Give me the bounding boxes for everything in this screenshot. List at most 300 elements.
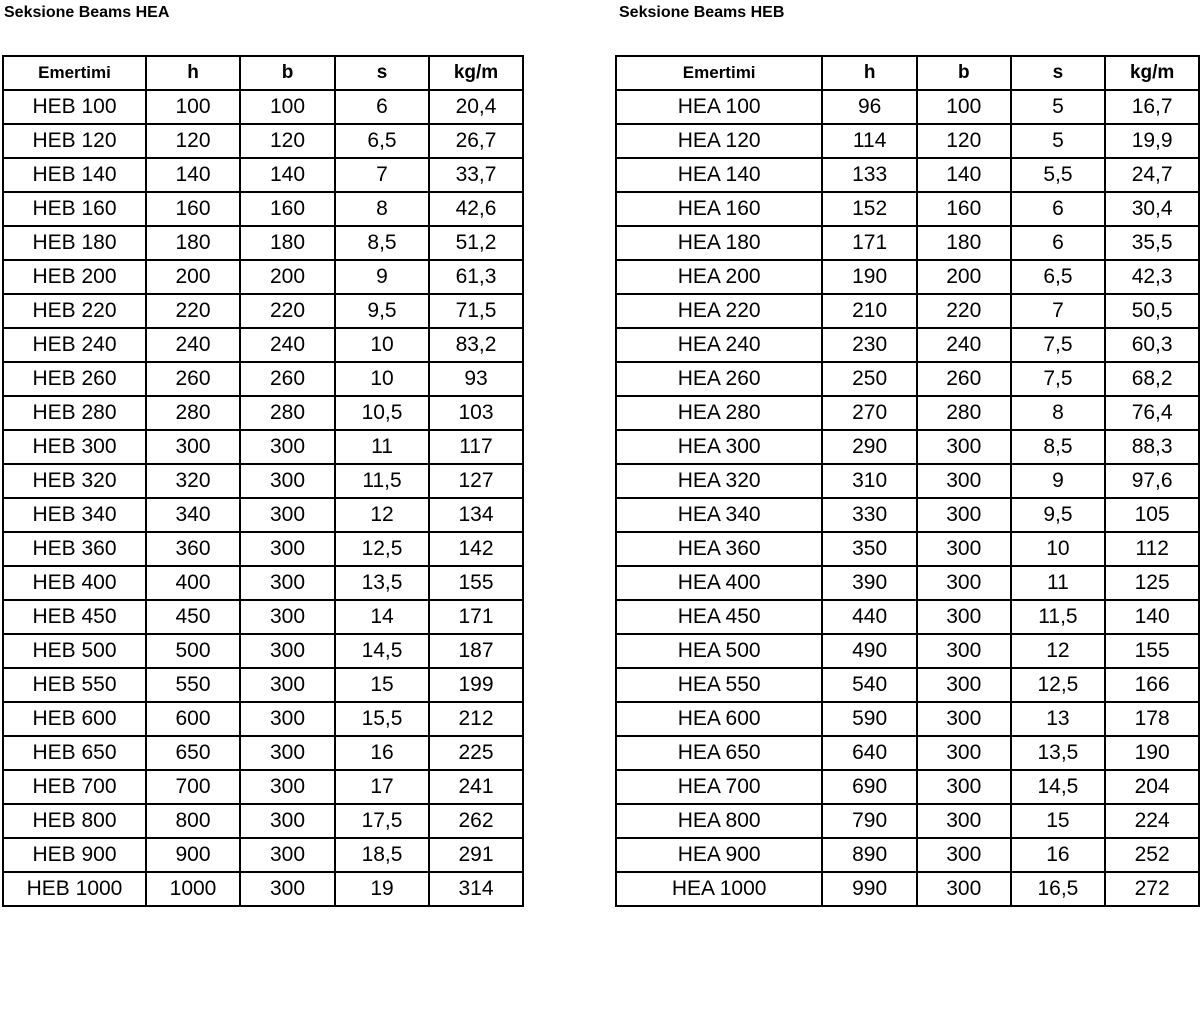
cell-b: 300 bbox=[917, 702, 1011, 736]
cell-s: 13,5 bbox=[1011, 736, 1106, 770]
cell-s: 9 bbox=[1011, 464, 1106, 498]
cell-emertimi: HEA 280 bbox=[616, 396, 822, 430]
table-row bbox=[3, 294, 523, 328]
cell-s: 13,5 bbox=[335, 566, 429, 600]
cell-b: 240 bbox=[917, 328, 1011, 362]
table-row bbox=[616, 668, 1199, 702]
cell-b: 280 bbox=[917, 396, 1011, 430]
cell-b: 160 bbox=[240, 192, 335, 226]
cell-kg-m: 155 bbox=[1105, 634, 1199, 668]
table-row bbox=[616, 192, 1199, 226]
cell-s: 7,5 bbox=[1011, 328, 1106, 362]
table-row bbox=[3, 668, 523, 702]
cell-emertimi: HEB 120 bbox=[3, 124, 146, 158]
cell-emertimi: HEB 340 bbox=[3, 498, 146, 532]
cell-b: 300 bbox=[917, 498, 1011, 532]
cell-b: 300 bbox=[917, 872, 1011, 906]
cell-b: 300 bbox=[240, 498, 335, 532]
cell-kg-m: 26,7 bbox=[429, 124, 523, 158]
table-row bbox=[616, 90, 1199, 124]
cell-emertimi: HEA 550 bbox=[616, 668, 822, 702]
cell-s: 6 bbox=[1011, 226, 1106, 260]
cell-b: 300 bbox=[240, 702, 335, 736]
cell-kg-m: 125 bbox=[1105, 566, 1199, 600]
cell-s: 5 bbox=[1011, 90, 1106, 124]
table-row bbox=[3, 634, 523, 668]
cell-b: 180 bbox=[917, 226, 1011, 260]
cell-h: 690 bbox=[822, 770, 917, 804]
cell-h: 440 bbox=[822, 600, 917, 634]
cell-h: 133 bbox=[822, 158, 917, 192]
cell-b: 240 bbox=[240, 328, 335, 362]
cell-emertimi: HEB 280 bbox=[3, 396, 146, 430]
cell-emertimi: HEB 160 bbox=[3, 192, 146, 226]
cell-emertimi: HEA 360 bbox=[616, 532, 822, 566]
cell-h: 260 bbox=[146, 362, 240, 396]
cell-h: 100 bbox=[146, 90, 240, 124]
cell-h: 240 bbox=[146, 328, 240, 362]
cell-b: 300 bbox=[917, 770, 1011, 804]
table-row bbox=[3, 90, 523, 124]
cell-b: 300 bbox=[917, 736, 1011, 770]
cell-s: 5,5 bbox=[1011, 158, 1106, 192]
table-row bbox=[3, 838, 523, 872]
table-row bbox=[616, 872, 1199, 906]
cell-kg-m: 61,3 bbox=[429, 260, 523, 294]
cell-b: 300 bbox=[917, 430, 1011, 464]
cell-b: 300 bbox=[917, 634, 1011, 668]
cell-s: 12 bbox=[335, 498, 429, 532]
table-row bbox=[616, 260, 1199, 294]
cell-kg-m: 24,7 bbox=[1105, 158, 1199, 192]
cell-h: 190 bbox=[822, 260, 917, 294]
cell-kg-m: 33,7 bbox=[429, 158, 523, 192]
cell-s: 11,5 bbox=[1011, 600, 1106, 634]
cell-kg-m: 103 bbox=[429, 396, 523, 430]
column-header-h: h bbox=[822, 56, 917, 90]
cell-kg-m: 252 bbox=[1105, 838, 1199, 872]
cell-emertimi: HEA 500 bbox=[616, 634, 822, 668]
cell-s: 11 bbox=[335, 430, 429, 464]
cell-b: 100 bbox=[240, 90, 335, 124]
cell-s: 18,5 bbox=[335, 838, 429, 872]
cell-h: 450 bbox=[146, 600, 240, 634]
cell-kg-m: 30,4 bbox=[1105, 192, 1199, 226]
table-row bbox=[616, 634, 1199, 668]
cell-kg-m: 199 bbox=[429, 668, 523, 702]
column-header-emertimi: Emertimi bbox=[3, 56, 146, 90]
cell-h: 540 bbox=[822, 668, 917, 702]
table-header-row bbox=[616, 56, 1199, 90]
table-row bbox=[3, 396, 523, 430]
cell-h: 400 bbox=[146, 566, 240, 600]
cell-b: 300 bbox=[240, 668, 335, 702]
cell-emertimi: HEB 1000 bbox=[3, 872, 146, 906]
cell-h: 320 bbox=[146, 464, 240, 498]
cell-kg-m: 60,3 bbox=[1105, 328, 1199, 362]
table-row bbox=[3, 430, 523, 464]
cell-emertimi: HEB 450 bbox=[3, 600, 146, 634]
cell-h: 152 bbox=[822, 192, 917, 226]
cell-kg-m: 93 bbox=[429, 362, 523, 396]
cell-s: 17,5 bbox=[335, 804, 429, 838]
cell-h: 590 bbox=[822, 702, 917, 736]
cell-kg-m: 187 bbox=[429, 634, 523, 668]
cell-s: 9,5 bbox=[1011, 498, 1106, 532]
cell-s: 15 bbox=[1011, 804, 1106, 838]
cell-s: 19 bbox=[335, 872, 429, 906]
cell-s: 10,5 bbox=[335, 396, 429, 430]
cell-s: 7 bbox=[1011, 294, 1106, 328]
table-row bbox=[3, 702, 523, 736]
cell-kg-m: 224 bbox=[1105, 804, 1199, 838]
cell-h: 140 bbox=[146, 158, 240, 192]
cell-h: 300 bbox=[146, 430, 240, 464]
cell-emertimi: HEB 550 bbox=[3, 668, 146, 702]
column-header-s: s bbox=[335, 56, 429, 90]
table-row bbox=[3, 192, 523, 226]
cell-s: 6,5 bbox=[1011, 260, 1106, 294]
cell-h: 900 bbox=[146, 838, 240, 872]
cell-h: 220 bbox=[146, 294, 240, 328]
cell-s: 6,5 bbox=[335, 124, 429, 158]
cell-emertimi: HEB 240 bbox=[3, 328, 146, 362]
cell-kg-m: 42,3 bbox=[1105, 260, 1199, 294]
cell-s: 9,5 bbox=[335, 294, 429, 328]
cell-h: 890 bbox=[822, 838, 917, 872]
cell-emertimi: HEB 300 bbox=[3, 430, 146, 464]
table-row bbox=[3, 260, 523, 294]
cell-h: 114 bbox=[822, 124, 917, 158]
cell-b: 140 bbox=[917, 158, 1011, 192]
cell-s: 15 bbox=[335, 668, 429, 702]
cell-b: 300 bbox=[917, 600, 1011, 634]
cell-h: 390 bbox=[822, 566, 917, 600]
cell-b: 300 bbox=[240, 566, 335, 600]
cell-emertimi: HEB 800 bbox=[3, 804, 146, 838]
cell-s: 14,5 bbox=[1011, 770, 1106, 804]
cell-h: 290 bbox=[822, 430, 917, 464]
cell-s: 8 bbox=[1011, 396, 1106, 430]
cell-emertimi: HEB 220 bbox=[3, 294, 146, 328]
cell-b: 300 bbox=[240, 464, 335, 498]
cell-s: 16 bbox=[335, 736, 429, 770]
cell-emertimi: HEB 500 bbox=[3, 634, 146, 668]
table-row bbox=[616, 124, 1199, 158]
cell-emertimi: HEA 400 bbox=[616, 566, 822, 600]
table-row bbox=[3, 498, 523, 532]
cell-emertimi: HEB 400 bbox=[3, 566, 146, 600]
cell-b: 300 bbox=[917, 668, 1011, 702]
cell-h: 990 bbox=[822, 872, 917, 906]
cell-kg-m: 241 bbox=[429, 770, 523, 804]
column-header-kg-m: kg/m bbox=[1105, 56, 1199, 90]
cell-s: 9 bbox=[335, 260, 429, 294]
cell-s: 10 bbox=[1011, 532, 1106, 566]
cell-emertimi: HEA 260 bbox=[616, 362, 822, 396]
cell-b: 120 bbox=[917, 124, 1011, 158]
cell-emertimi: HEA 200 bbox=[616, 260, 822, 294]
section-title-left: Seksione Beams HEA bbox=[4, 4, 170, 21]
cell-h: 640 bbox=[822, 736, 917, 770]
table-row bbox=[3, 872, 523, 906]
cell-emertimi: HEA 700 bbox=[616, 770, 822, 804]
cell-kg-m: 140 bbox=[1105, 600, 1199, 634]
cell-emertimi: HEB 260 bbox=[3, 362, 146, 396]
cell-h: 120 bbox=[146, 124, 240, 158]
cell-b: 140 bbox=[240, 158, 335, 192]
cell-b: 260 bbox=[240, 362, 335, 396]
cell-kg-m: 20,4 bbox=[429, 90, 523, 124]
cell-b: 160 bbox=[917, 192, 1011, 226]
table-row bbox=[616, 362, 1199, 396]
cell-h: 500 bbox=[146, 634, 240, 668]
cell-emertimi: HEA 100 bbox=[616, 90, 822, 124]
cell-kg-m: 50,5 bbox=[1105, 294, 1199, 328]
cell-kg-m: 117 bbox=[429, 430, 523, 464]
cell-kg-m: 88,3 bbox=[1105, 430, 1199, 464]
cell-b: 300 bbox=[917, 464, 1011, 498]
cell-emertimi: HEA 650 bbox=[616, 736, 822, 770]
cell-s: 12,5 bbox=[1011, 668, 1106, 702]
cell-h: 350 bbox=[822, 532, 917, 566]
cell-h: 250 bbox=[822, 362, 917, 396]
cell-s: 12,5 bbox=[335, 532, 429, 566]
cell-b: 280 bbox=[240, 396, 335, 430]
cell-emertimi: HEB 360 bbox=[3, 532, 146, 566]
cell-s: 5 bbox=[1011, 124, 1106, 158]
cell-kg-m: 97,6 bbox=[1105, 464, 1199, 498]
cell-emertimi: HEA 450 bbox=[616, 600, 822, 634]
table-row bbox=[616, 838, 1199, 872]
table-row bbox=[3, 158, 523, 192]
column-header-emertimi: Emertimi bbox=[616, 56, 822, 90]
cell-s: 15,5 bbox=[335, 702, 429, 736]
cell-s: 8,5 bbox=[335, 226, 429, 260]
cell-emertimi: HEB 180 bbox=[3, 226, 146, 260]
cell-b: 220 bbox=[917, 294, 1011, 328]
cell-s: 10 bbox=[335, 362, 429, 396]
cell-emertimi: HEA 120 bbox=[616, 124, 822, 158]
cell-emertimi: HEB 650 bbox=[3, 736, 146, 770]
cell-b: 100 bbox=[917, 90, 1011, 124]
cell-emertimi: HEB 900 bbox=[3, 838, 146, 872]
cell-emertimi: HEB 320 bbox=[3, 464, 146, 498]
cell-kg-m: 291 bbox=[429, 838, 523, 872]
cell-emertimi: HEB 200 bbox=[3, 260, 146, 294]
cell-kg-m: 314 bbox=[429, 872, 523, 906]
cell-b: 300 bbox=[240, 804, 335, 838]
table-row bbox=[616, 226, 1199, 260]
cell-kg-m: 127 bbox=[429, 464, 523, 498]
table-row bbox=[616, 600, 1199, 634]
cell-emertimi: HEB 140 bbox=[3, 158, 146, 192]
cell-h: 270 bbox=[822, 396, 917, 430]
table-row bbox=[3, 566, 523, 600]
cell-kg-m: 68,2 bbox=[1105, 362, 1199, 396]
cell-b: 300 bbox=[240, 532, 335, 566]
cell-kg-m: 262 bbox=[429, 804, 523, 838]
cell-s: 17 bbox=[335, 770, 429, 804]
table-row bbox=[3, 464, 523, 498]
cell-b: 300 bbox=[240, 600, 335, 634]
table-row bbox=[616, 328, 1199, 362]
cell-emertimi: HEA 160 bbox=[616, 192, 822, 226]
cell-s: 8,5 bbox=[1011, 430, 1106, 464]
cell-s: 13 bbox=[1011, 702, 1106, 736]
column-header-b: b bbox=[917, 56, 1011, 90]
table-row bbox=[616, 770, 1199, 804]
table-row bbox=[616, 294, 1199, 328]
cell-kg-m: 212 bbox=[429, 702, 523, 736]
beams-table-right bbox=[615, 55, 1200, 907]
cell-s: 14 bbox=[335, 600, 429, 634]
cell-h: 200 bbox=[146, 260, 240, 294]
cell-s: 11 bbox=[1011, 566, 1106, 600]
cell-emertimi: HEA 600 bbox=[616, 702, 822, 736]
cell-b: 260 bbox=[917, 362, 1011, 396]
cell-b: 300 bbox=[240, 770, 335, 804]
cell-h: 96 bbox=[822, 90, 917, 124]
table-row bbox=[616, 158, 1199, 192]
cell-emertimi: HEA 180 bbox=[616, 226, 822, 260]
column-header-kg-m: kg/m bbox=[429, 56, 523, 90]
cell-kg-m: 155 bbox=[429, 566, 523, 600]
cell-kg-m: 142 bbox=[429, 532, 523, 566]
cell-h: 490 bbox=[822, 634, 917, 668]
table-row bbox=[616, 702, 1199, 736]
cell-s: 12 bbox=[1011, 634, 1106, 668]
cell-emertimi: HEB 700 bbox=[3, 770, 146, 804]
cell-emertimi: HEA 300 bbox=[616, 430, 822, 464]
cell-emertimi: HEB 100 bbox=[3, 90, 146, 124]
cell-emertimi: HEA 320 bbox=[616, 464, 822, 498]
cell-kg-m: 178 bbox=[1105, 702, 1199, 736]
cell-s: 16 bbox=[1011, 838, 1106, 872]
cell-kg-m: 16,7 bbox=[1105, 90, 1199, 124]
table-row bbox=[616, 430, 1199, 464]
cell-s: 14,5 bbox=[335, 634, 429, 668]
cell-kg-m: 42,6 bbox=[429, 192, 523, 226]
table-row bbox=[616, 804, 1199, 838]
cell-emertimi: HEA 900 bbox=[616, 838, 822, 872]
cell-kg-m: 105 bbox=[1105, 498, 1199, 532]
table-row bbox=[616, 464, 1199, 498]
cell-h: 160 bbox=[146, 192, 240, 226]
cell-s: 7 bbox=[335, 158, 429, 192]
cell-h: 650 bbox=[146, 736, 240, 770]
cell-h: 790 bbox=[822, 804, 917, 838]
cell-s: 7,5 bbox=[1011, 362, 1106, 396]
column-header-h: h bbox=[146, 56, 240, 90]
cell-h: 360 bbox=[146, 532, 240, 566]
table-row bbox=[616, 498, 1199, 532]
cell-s: 6 bbox=[1011, 192, 1106, 226]
cell-h: 280 bbox=[146, 396, 240, 430]
cell-kg-m: 204 bbox=[1105, 770, 1199, 804]
cell-h: 1000 bbox=[146, 872, 240, 906]
table-row bbox=[616, 532, 1199, 566]
table-header-row bbox=[3, 56, 523, 90]
cell-b: 300 bbox=[917, 532, 1011, 566]
cell-kg-m: 171 bbox=[429, 600, 523, 634]
cell-b: 300 bbox=[240, 430, 335, 464]
table-row bbox=[616, 566, 1199, 600]
cell-s: 11,5 bbox=[335, 464, 429, 498]
cell-kg-m: 134 bbox=[429, 498, 523, 532]
cell-s: 6 bbox=[335, 90, 429, 124]
cell-h: 330 bbox=[822, 498, 917, 532]
table-row bbox=[3, 804, 523, 838]
cell-s: 10 bbox=[335, 328, 429, 362]
beams-table-left bbox=[2, 55, 524, 907]
cell-b: 200 bbox=[240, 260, 335, 294]
cell-h: 210 bbox=[822, 294, 917, 328]
cell-b: 300 bbox=[917, 804, 1011, 838]
cell-emertimi: HEA 240 bbox=[616, 328, 822, 362]
cell-b: 180 bbox=[240, 226, 335, 260]
cell-h: 180 bbox=[146, 226, 240, 260]
cell-emertimi: HEA 220 bbox=[616, 294, 822, 328]
cell-h: 550 bbox=[146, 668, 240, 702]
section-title-right: Seksione Beams HEB bbox=[619, 4, 785, 21]
cell-b: 300 bbox=[240, 736, 335, 770]
cell-b: 300 bbox=[240, 634, 335, 668]
column-header-b: b bbox=[240, 56, 335, 90]
table-row bbox=[3, 532, 523, 566]
table-row bbox=[3, 328, 523, 362]
cell-emertimi: HEA 800 bbox=[616, 804, 822, 838]
cell-h: 800 bbox=[146, 804, 240, 838]
cell-kg-m: 190 bbox=[1105, 736, 1199, 770]
table-row bbox=[616, 736, 1199, 770]
cell-kg-m: 51,2 bbox=[429, 226, 523, 260]
cell-emertimi: HEB 600 bbox=[3, 702, 146, 736]
cell-emertimi: HEA 340 bbox=[616, 498, 822, 532]
cell-kg-m: 166 bbox=[1105, 668, 1199, 702]
cell-b: 300 bbox=[917, 566, 1011, 600]
table-row bbox=[616, 396, 1199, 430]
cell-b: 220 bbox=[240, 294, 335, 328]
cell-s: 16,5 bbox=[1011, 872, 1106, 906]
cell-b: 120 bbox=[240, 124, 335, 158]
cell-kg-m: 225 bbox=[429, 736, 523, 770]
table-row bbox=[3, 226, 523, 260]
cell-h: 340 bbox=[146, 498, 240, 532]
cell-kg-m: 112 bbox=[1105, 532, 1199, 566]
cell-h: 700 bbox=[146, 770, 240, 804]
column-header-s: s bbox=[1011, 56, 1106, 90]
cell-kg-m: 19,9 bbox=[1105, 124, 1199, 158]
cell-b: 300 bbox=[240, 872, 335, 906]
cell-kg-m: 35,5 bbox=[1105, 226, 1199, 260]
cell-b: 200 bbox=[917, 260, 1011, 294]
cell-b: 300 bbox=[917, 838, 1011, 872]
cell-kg-m: 272 bbox=[1105, 872, 1199, 906]
cell-h: 600 bbox=[146, 702, 240, 736]
cell-b: 300 bbox=[240, 838, 335, 872]
cell-kg-m: 71,5 bbox=[429, 294, 523, 328]
cell-emertimi: HEA 140 bbox=[616, 158, 822, 192]
table-row bbox=[3, 600, 523, 634]
table-row bbox=[3, 770, 523, 804]
cell-kg-m: 76,4 bbox=[1105, 396, 1199, 430]
cell-s: 8 bbox=[335, 192, 429, 226]
table-row bbox=[3, 124, 523, 158]
cell-h: 171 bbox=[822, 226, 917, 260]
table-row bbox=[3, 736, 523, 770]
cell-kg-m: 83,2 bbox=[429, 328, 523, 362]
